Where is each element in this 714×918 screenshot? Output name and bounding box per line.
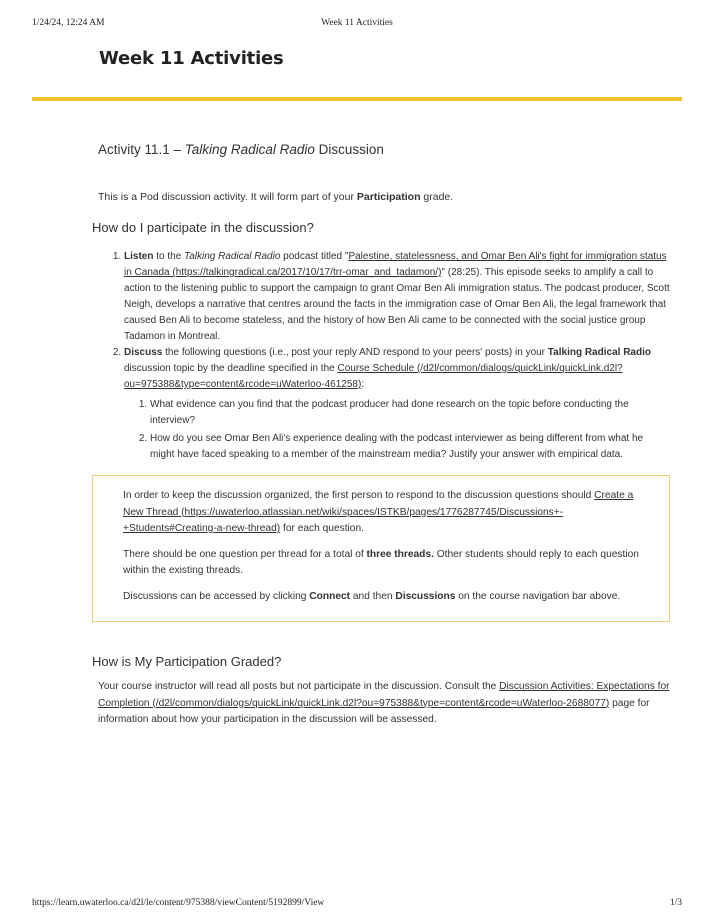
page-content <box>92 142 670 729</box>
print-header <box>32 18 682 32</box>
print-date: 1/24/24, 12:24 AM <box>32 18 105 28</box>
page-title: Week 11 Activities <box>99 48 284 69</box>
grade-heading: How is My Participation Graded? <box>92 654 282 669</box>
page-number: 1/3 <box>669 898 682 908</box>
podcast-link[interactable]: Palestine, statelessness, and Omar Ben Ali's fight for immigration status in Canada (https://talkingradical.ca/2017/10/17/trr-omar_and_tadamon/) <box>124 251 667 278</box>
question-item: 2. How do you see Omar Ben Ali's experience dealing with the podcast interviewer as being different from what he might have faced speaking to a member of the mainstream media? Justify your answer with empirical data. <box>150 431 670 463</box>
grade-text: Your course instructor will read all posts but not participate in the discussion. Consult the Discussion Activities: Expectations for Completion (/d2l/common/dialogs/quickLink/quickLink.d2l?ou=975388&type=content&rcode=uWaterloo-2688077) page for information about how your participation in the discussion will be assessed. <box>98 681 670 725</box>
callout-box <box>92 475 670 622</box>
question-item: 1. What evidence can you find that the podcast producer had done research on the topic before conducting the interview? <box>150 397 670 429</box>
step-discuss: 2. Discuss the following questions (i.e., post your reply AND respond to your peers' posts) in your Talking Radical Radio discussion topic by the deadline specified in the Course Schedule (/d2l/common/dialogs/quickLink/quickLink.d2l?ou=975388&type=content&rcode=uWaterloo-461258): 1. What evidence can you find that the podcast producer had done research on the topic before conducting the interview? 2. How do you see Omar Ben Ali's experience dealing with the podcast interviewer as being different from what he might have faced speaking to a member of the mainstream media? Justify your answer with empirical data. <box>124 345 670 463</box>
print-title: Week 11 Activities <box>321 18 393 28</box>
expectations-link[interactable]: Discussion Activities: Expectations for Completion (/d2l/common/dialogs/quickLink/quickLink.d2l?ou=975388&type=content&rcode=uWaterloo-2688077) <box>98 681 670 709</box>
steps-list <box>124 249 670 463</box>
callout-threads-text: There should be one question per thread for a total of three threads. Other students should reply to each question within the existing threads. <box>123 548 639 576</box>
title-divider <box>32 97 682 101</box>
step-listen: 1. Listen to the Talking Radical Radio podcast titled "Palestine, statelessness, and Omar Ben Ali's fight for immigration status in Canada (https://talkingradical.ca/2017/10/17/trr-omar_and_tadamon/)" (28:25). This episode seeks to amplify a call to action to the listening public to support the campaign to grant Omar Ben Ali immigration status. The podcast producer, Scott Neigh, develops a narrative that centres around the facts in the immigration case of Omar Ben Ali, the legal framework that caused Ben Ali to become stateless, and the history of how Ben Ali came to be connected with the social justice group Tadamon in Montreal. <box>124 249 670 345</box>
course-schedule-link[interactable]: Course Schedule (/d2l/common/dialogs/quickLink/quickLink.d2l?ou=975388&type=content&rcode=uWaterloo-461258) <box>124 363 623 390</box>
callout-access-text: Discussions can be accessed by clicking Connect and then Discussions on the course navigation bar above. <box>123 590 621 602</box>
intro-text: This is a Pod discussion activity. It will form part of your Participation grade. <box>98 191 454 203</box>
print-footer <box>32 898 682 912</box>
callout-thread-text: In order to keep the discussion organized, the first person to respond to the discussion questions should Create a New Thread (https://uwaterloo.atlassian.net/wiki/spaces/ISTKB/pages/1776287745/Discussions+-+Students#Creating-a-new-thread) for each question. <box>123 490 634 534</box>
how-heading: How do I participate in the discussion? <box>92 220 314 235</box>
activity-title: Activity 11.1 – Talking Radical Radio Discussion <box>98 142 384 157</box>
questions-list <box>150 397 670 463</box>
create-thread-link[interactable]: Create a New Thread (https://uwaterloo.atlassian.net/wiki/spaces/ISTKB/pages/1776287745/Discussions+-+Students#Creating-a-new-thread) <box>123 490 634 534</box>
print-url: https://learn.uwaterloo.ca/d2l/le/content/975388/viewContent/5192899/View <box>32 898 325 908</box>
